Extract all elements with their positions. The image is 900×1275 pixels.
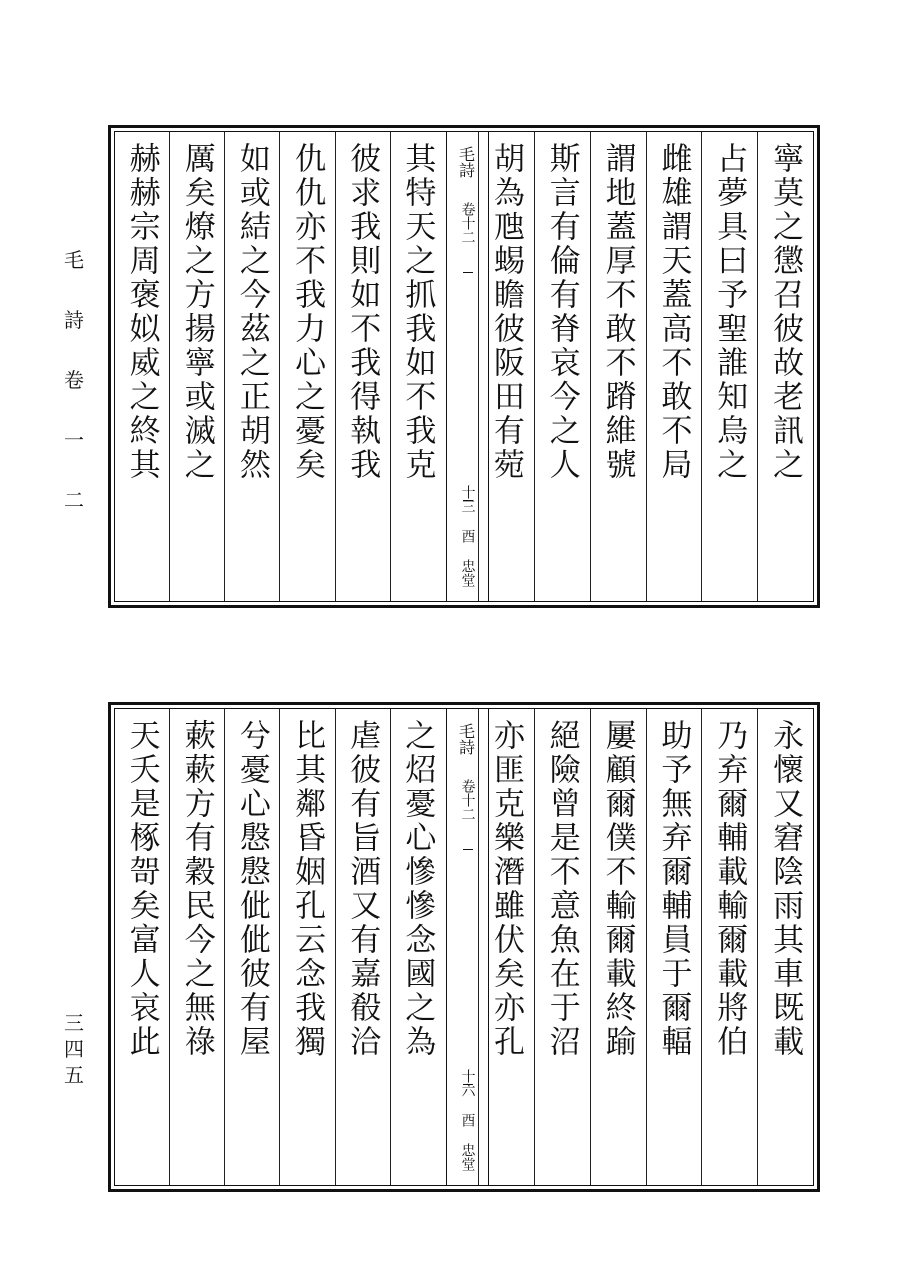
gutter-volume: 卷十二	[459, 779, 476, 821]
text-column: 蔌蔌方有穀民今之無祿	[169, 709, 224, 1185]
fishtail-mark	[463, 272, 473, 273]
text-column: 比其鄰昏姻孔云念我獨	[279, 709, 334, 1185]
side-title: 毛 詩 卷一二	[64, 248, 84, 512]
gutter-house: 十六 酉 忠堂	[459, 1069, 476, 1171]
left-columns-bottom	[115, 709, 445, 1185]
text-column: 斯言有倫有脊哀今之人	[534, 132, 590, 601]
text-column: 虐彼有旨酒又有嘉殽洽	[335, 709, 390, 1185]
text-column: 如或結之今茲之正胡然	[224, 132, 279, 601]
text-column: 亦匪克樂潛雖伏矣亦孔	[478, 709, 534, 1185]
text-column: 赫赫宗周褒姒威之終其	[123, 142, 160, 482]
text-column: 天夭是椓哿矣富人哀此	[123, 719, 160, 1059]
text-column: 之炤憂心慘慘念國之為	[390, 709, 445, 1185]
gutter-house: 十三 酉 忠堂	[459, 485, 476, 587]
side-page-number: 三四五	[64, 1011, 84, 1087]
right-columns-bottom	[478, 709, 813, 1185]
page-block-top	[108, 125, 820, 608]
text-column: 永懷又窘陰雨其車既載	[757, 709, 813, 1185]
right-columns-top	[478, 132, 813, 601]
text-column: 彼求我則如不我得執我	[335, 132, 390, 601]
center-gutter-top	[446, 132, 489, 601]
text-column: 仇仇亦不我力心之憂矣	[279, 132, 334, 601]
gutter-title: 毛詩	[456, 146, 476, 178]
center-gutter-bottom	[446, 709, 489, 1185]
text-column: 乃弃爾輔載輸爾載將伯	[701, 709, 757, 1185]
text-column: 謂地蓋厚不敢不蹐維號	[590, 132, 646, 601]
text-column: 其特天之抓我如不我克	[390, 132, 445, 601]
text-column: 兮憂心慇慇佌佌彼有屋	[224, 709, 279, 1185]
text-column: 屢顧爾僕不輸爾載終踰	[590, 709, 646, 1185]
text-column: 雌雄謂天蓋高不敢不局	[646, 132, 702, 601]
text-column: 寧莫之懲召彼故老訊之	[757, 132, 813, 601]
text-column: 占夢具曰予聖誰知烏之	[701, 132, 757, 601]
page-block-bottom	[108, 702, 820, 1192]
gutter-volume: 卷十二	[459, 202, 476, 244]
text-column: 絕險曾是不意魚在于沼	[534, 709, 590, 1185]
text-column: 胡為虺蜴瞻彼阪田有菀	[478, 132, 534, 601]
text-column: 厲矣燎之方揚寧或滅之	[169, 132, 224, 601]
text-column: 助予無弃爾輔員于爾輻	[646, 709, 702, 1185]
left-columns-top	[115, 132, 445, 601]
fishtail-mark	[463, 849, 473, 850]
gutter-title: 毛詩	[456, 723, 476, 755]
